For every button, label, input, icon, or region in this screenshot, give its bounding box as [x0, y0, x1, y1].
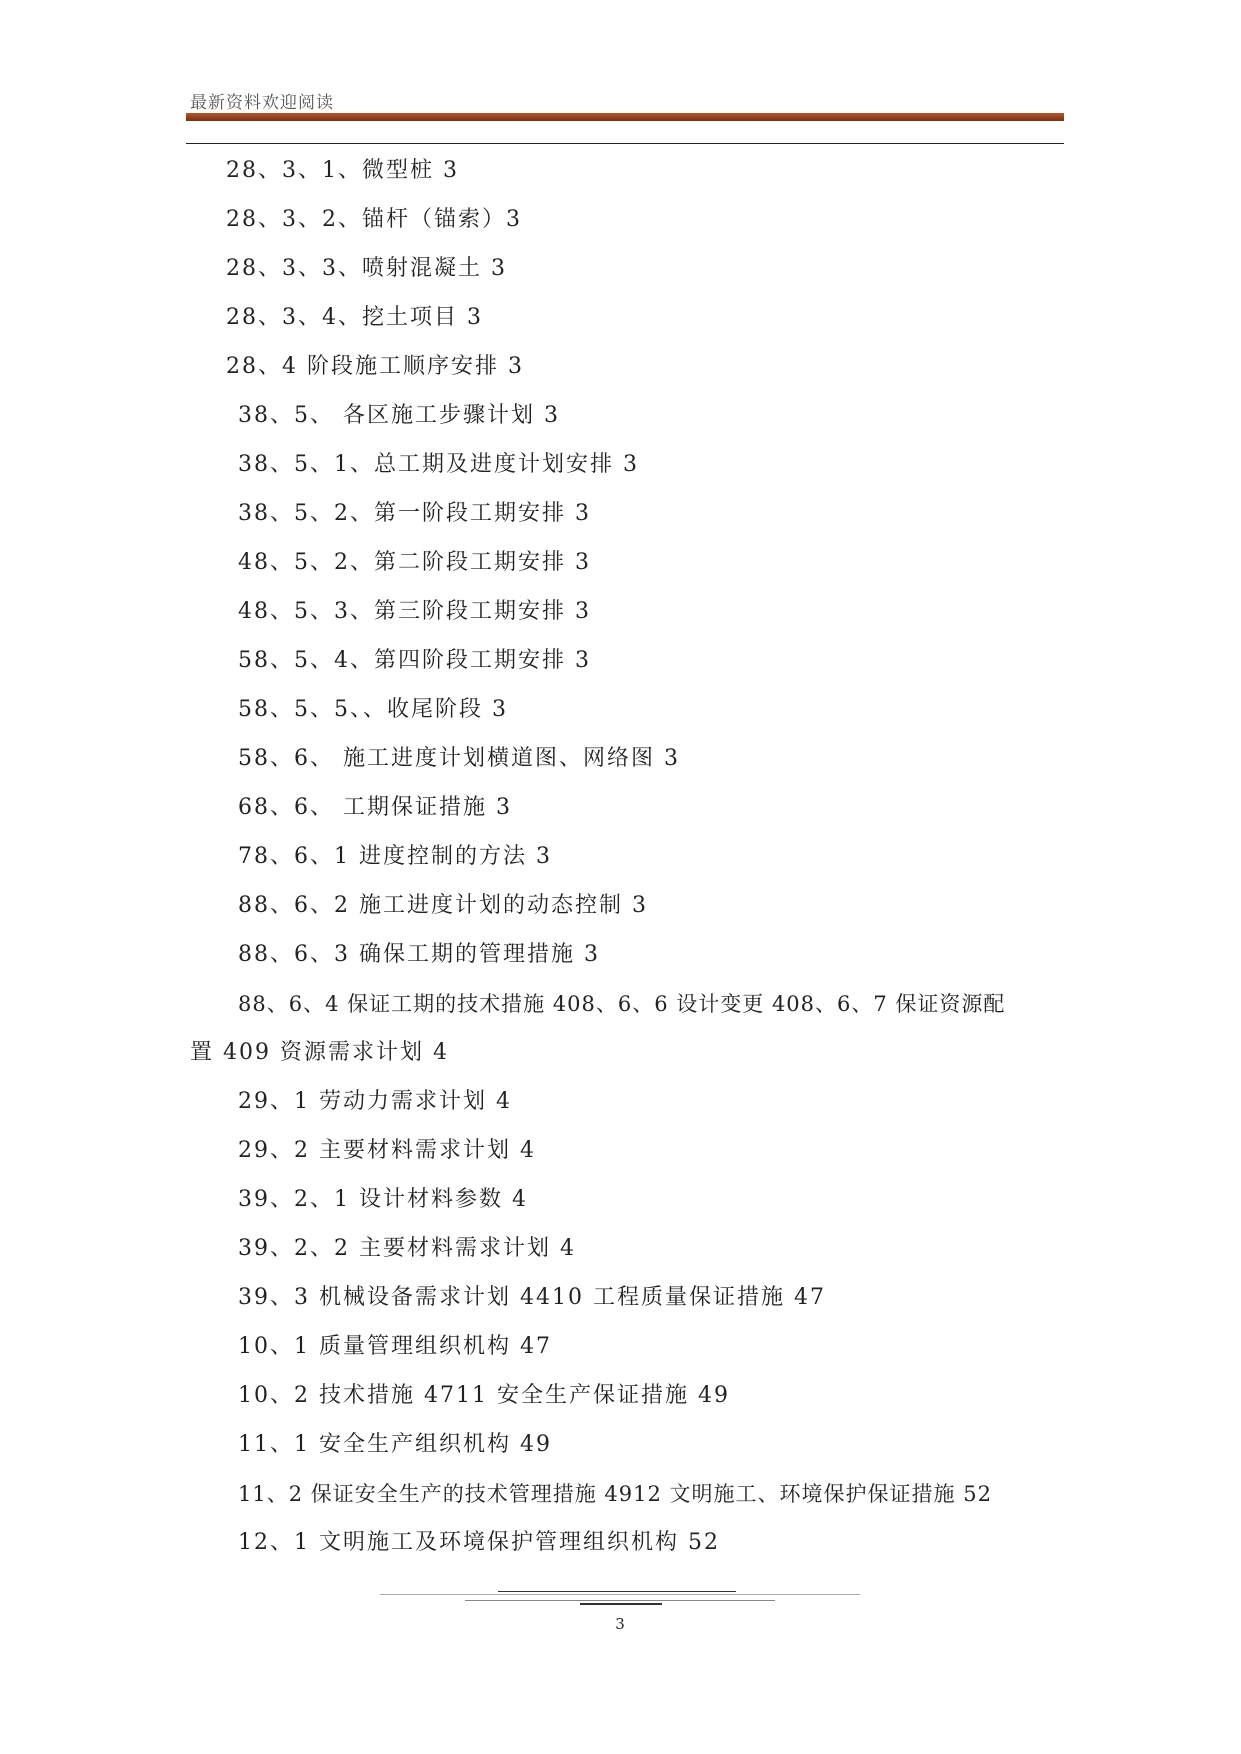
toc-line: 28、3、1、微型桩 3 — [226, 158, 459, 183]
footer-rule — [498, 1591, 736, 1592]
toc-line: 39、2、2 主要材料需求计划 4 — [238, 1236, 576, 1261]
toc-line: 11、1 安全生产组织机构 49 — [238, 1432, 552, 1457]
header-title: 最新资料欢迎阅读 — [190, 93, 334, 113]
footer-rule — [380, 1594, 860, 1595]
header-rule-thin — [186, 143, 1064, 144]
toc-line: 29、2 主要材料需求计划 4 — [238, 1138, 536, 1163]
toc-line: 置 409 资源需求计划 4 — [190, 1040, 449, 1065]
toc-line: 58、6、 施工进度计划横道图、网络图 3 — [238, 746, 680, 771]
toc-line: 88、6、3 确保工期的管理措施 3 — [238, 942, 600, 967]
toc-line: 58、5、5、、收尾阶段 3 — [238, 697, 508, 722]
toc-line: 78、6、1 进度控制的方法 3 — [238, 844, 552, 869]
footer-rule — [465, 1600, 775, 1601]
toc-line: 28、3、4、挖土项目 3 — [226, 305, 483, 330]
toc-line: 88、6、4 保证工期的技术措施 408、6、6 设计变更 408、6、7 保证资源配 — [238, 992, 1006, 1016]
page-number: 3 — [615, 1615, 625, 1633]
toc-line: 48、5、2、第二阶段工期安排 3 — [238, 550, 591, 575]
toc-line: 28、4 阶段施工顺序安排 3 — [226, 354, 524, 379]
toc-line: 10、1 质量管理组织机构 47 — [238, 1334, 552, 1359]
toc-line: 48、5、3、第三阶段工期安排 3 — [238, 599, 591, 624]
toc-line: 88、6、2 施工进度计划的动态控制 3 — [238, 893, 648, 918]
toc-line: 39、2、1 设计材料参数 4 — [238, 1187, 528, 1212]
toc-line: 38、5、1、总工期及进度计划安排 3 — [238, 452, 639, 477]
toc-line: 38、5、2、第一阶段工期安排 3 — [238, 501, 591, 526]
footer-rule — [580, 1603, 662, 1605]
header-rule-thick — [186, 113, 1064, 121]
toc-line: 12、1 文明施工及环境保护管理组织机构 52 — [238, 1530, 720, 1555]
toc-line: 11、2 保证安全生产的技术管理措施 4912 文明施工、环境保护保证措施 52 — [238, 1482, 992, 1506]
toc-line: 28、3、2、锚杆（锚索）3 — [226, 207, 522, 232]
toc-line: 39、3 机械设备需求计划 4410 工程质量保证措施 47 — [238, 1285, 826, 1310]
toc-line: 10、2 技术措施 4711 安全生产保证措施 49 — [238, 1383, 730, 1408]
toc-line: 38、5、 各区施工步骤计划 3 — [238, 403, 560, 428]
toc-line: 68、6、 工期保证措施 3 — [238, 795, 512, 820]
toc-line: 29、1 劳动力需求计划 4 — [238, 1089, 512, 1114]
toc-line: 58、5、4、第四阶段工期安排 3 — [238, 648, 591, 673]
toc-line: 28、3、3、喷射混凝土 3 — [226, 256, 507, 281]
